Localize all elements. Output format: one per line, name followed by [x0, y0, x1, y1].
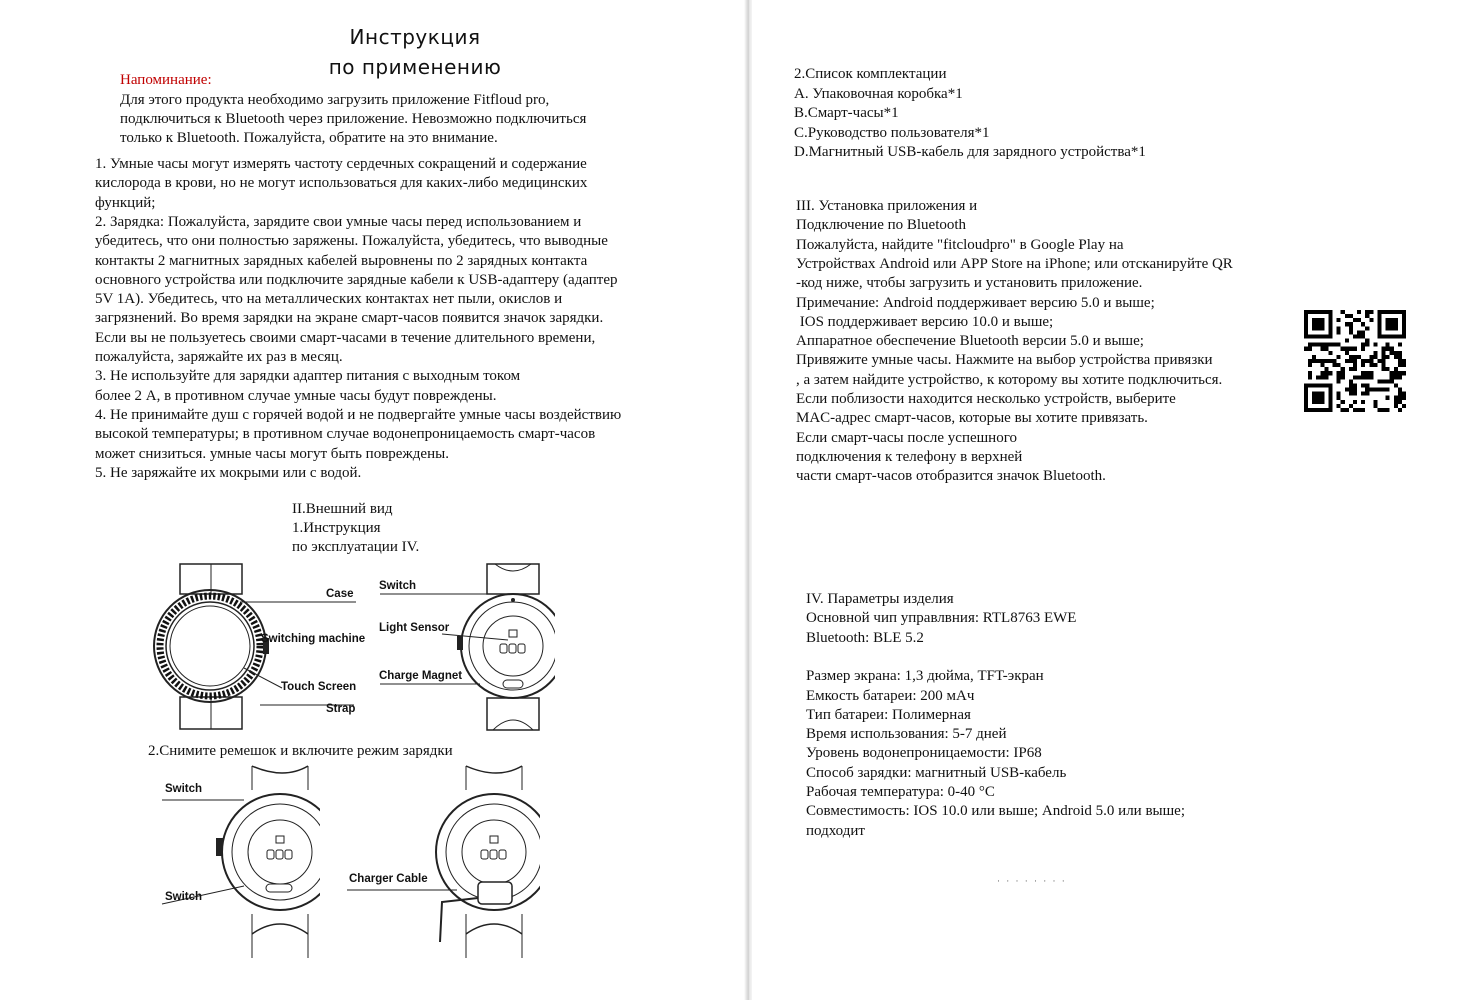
text-line: части смарт-часов отобразится значок Bluetooth.	[796, 468, 1106, 485]
text-line: MAC-адрес смарт-часов, которые вы хотите привязать.	[796, 410, 1148, 427]
text-line: IV. Параметры изделия	[806, 591, 954, 607]
text-line: контакты 2 магнитных зарядных кабелей выровнены по 2 зарядных контакта	[95, 252, 588, 269]
text-line: Тип батареи: Полимерная	[806, 706, 971, 723]
reminder-label: Напоминание:	[120, 72, 212, 88]
step2-heading: 2.Снимите ремешок и включите режим зарядки	[148, 743, 453, 759]
reminder-line: только к Bluetooth. Пожалуйста, обратите на это внимание.	[120, 130, 498, 146]
manual-subtitle: по применению	[328, 55, 502, 79]
text-line: Емкость батареи: 200 мАч	[806, 687, 975, 704]
case-label: Case	[326, 588, 354, 600]
text-line: подключения к телефону в верхней	[796, 448, 1023, 465]
section-heading: II.Внешний вид	[292, 501, 393, 517]
text-line: В.Смарт-часы*1	[794, 105, 899, 121]
text-line: D.Магнитный USB-кабель для зарядного устройства*1	[794, 144, 1146, 160]
scan-noise: · · · · · · · ·	[997, 876, 1067, 886]
switch-label-top: Switch	[165, 783, 203, 795]
text-line: Время использования: 5-7 дней	[806, 726, 1007, 743]
text-line: Если смарт-часы после успешного	[796, 429, 1017, 446]
text-line: кислорода в крови, но не могут использоваться для каких-либо медицинских	[95, 175, 588, 192]
text-line: Пожалуйста, найдите "fitcloudpro" в Google Play на	[796, 236, 1124, 253]
text-line: Совместимость: IOS 10.0 или выше; Android 5.0 или выше;	[806, 803, 1185, 820]
text-line: III. Установка приложения и	[796, 198, 978, 214]
text-line: функций;	[95, 194, 156, 211]
text-line: Примечание: Android поддерживает версию 5.0 и выше;	[796, 294, 1155, 311]
text-line: загрязнений. Во время зарядки на экране смарт-часов появится значок зарядки.	[95, 310, 604, 327]
text-line: Аппаратное обеспечение Bluetooth версии 5.0 и выше;	[796, 333, 1144, 350]
text-line: Устройствах Android или APP Store на iPhone; или отсканируйте QR	[796, 255, 1233, 272]
fig2-leader-lines	[380, 590, 520, 700]
section-subheading: 1.Инструкция	[292, 520, 381, 536]
text-line: 3. Не используйте для зарядки адаптер питания с выходным током	[95, 368, 521, 385]
text-line: может снизиться. умные часы могут быть повреждены.	[95, 445, 449, 462]
text-line: Bluetooth: BLE 5.2	[806, 629, 924, 646]
light-sensor-label: Light Sensor	[379, 622, 450, 634]
text-line: 5V 1A). Убедитесь, что на металлических контактах нет пыли, окислов и	[95, 291, 563, 308]
charger-cable-label: Charger Cable	[349, 873, 428, 885]
reminder-line: подключиться к Bluetooth через приложение. Невозможно подключиться	[120, 111, 587, 127]
text-line: Размер экрана: 1,3 дюйма, TFT-экран	[806, 668, 1044, 685]
switch-label-bottom: Switch	[165, 891, 203, 903]
watch-with-charger-illustration	[430, 762, 540, 962]
text-line: пожалуйста, заряжайте их раз в месяц.	[95, 349, 343, 365]
switch-label: Switch	[379, 580, 417, 592]
text-line: Если поблизости находится несколько устройств, выберите	[796, 391, 1176, 407]
section-subheading: по эксплуатации IV.	[292, 539, 420, 555]
text-line: 4. Не принимайте душ с горячей водой и не подвергайте умные часы воздействию	[95, 406, 622, 423]
text-line: С.Руководство пользователя*1	[794, 124, 990, 141]
text-line: Способ зарядки: магнитный USB-кабель	[806, 764, 1067, 781]
strap-label: Strap	[326, 703, 356, 715]
touch-screen-label: Touch Screen	[281, 681, 357, 693]
charge-magnet-label: Charge Magnet	[379, 670, 463, 682]
right-page	[752, 0, 1480, 1000]
text-line: 5. Не заряжайте их мокрыми или с водой.	[95, 464, 362, 481]
text-line: основного устройства или подключите зарядные кабели к USB-адаптеру (адаптер	[95, 271, 618, 288]
text-line: убедитесь, что они полностью заряжены. Пожалуйста, убедитесь, что выводные	[95, 233, 608, 250]
manual-title: Инструкция	[349, 25, 481, 49]
text-line: Если вы не пользуетесь своими смарт-часами в течение длительного времени,	[95, 329, 596, 346]
text-line: Основной чип управлвния: RTL8763 EWE	[806, 610, 1077, 627]
qr-code[interactable]	[1302, 310, 1408, 412]
text-line: более 2 А, в противном случае умные часы будут повреждены.	[95, 387, 497, 404]
switching-machine-label: Switching machine	[261, 633, 366, 645]
text-line: Подключение по Bluetooth	[796, 217, 967, 234]
text-line: 2.Список комплектации	[794, 66, 947, 82]
fig1-leader-lines	[230, 590, 370, 720]
reminder-line: Для этого продукта необходимо загрузить приложение Fitfloud pro,	[120, 92, 550, 108]
text-line: А. Упаковочная коробка*1	[794, 85, 963, 102]
text-line: Рабочая температура: 0-40 °C	[806, 784, 995, 800]
text-line: 2. Зарядка: Пожалуйста, зарядите свои умные часы перед использованием и	[95, 213, 582, 230]
text-line: Привяжите умные часы. Нажмите на выбор устройства привязки	[796, 352, 1213, 369]
text-line: 1. Умные часы могут измерять частоту сердечных сокращений и содержание	[95, 156, 587, 172]
text-line: IOS поддерживает версию 10.0 и выше;	[796, 313, 1054, 330]
text-line: высокой температуры; в противном случае водонепроницаемость смарт-часов	[95, 426, 596, 443]
text-line: Уровень водонепроницаемости: IP68	[806, 745, 1042, 762]
text-line: подходит	[806, 822, 865, 839]
text-line: , а затем найдите устройство, к которому вы хотите подключиться.	[796, 371, 1223, 388]
text-line: -код ниже, чтобы загрузить и установить приложение.	[796, 275, 1143, 292]
